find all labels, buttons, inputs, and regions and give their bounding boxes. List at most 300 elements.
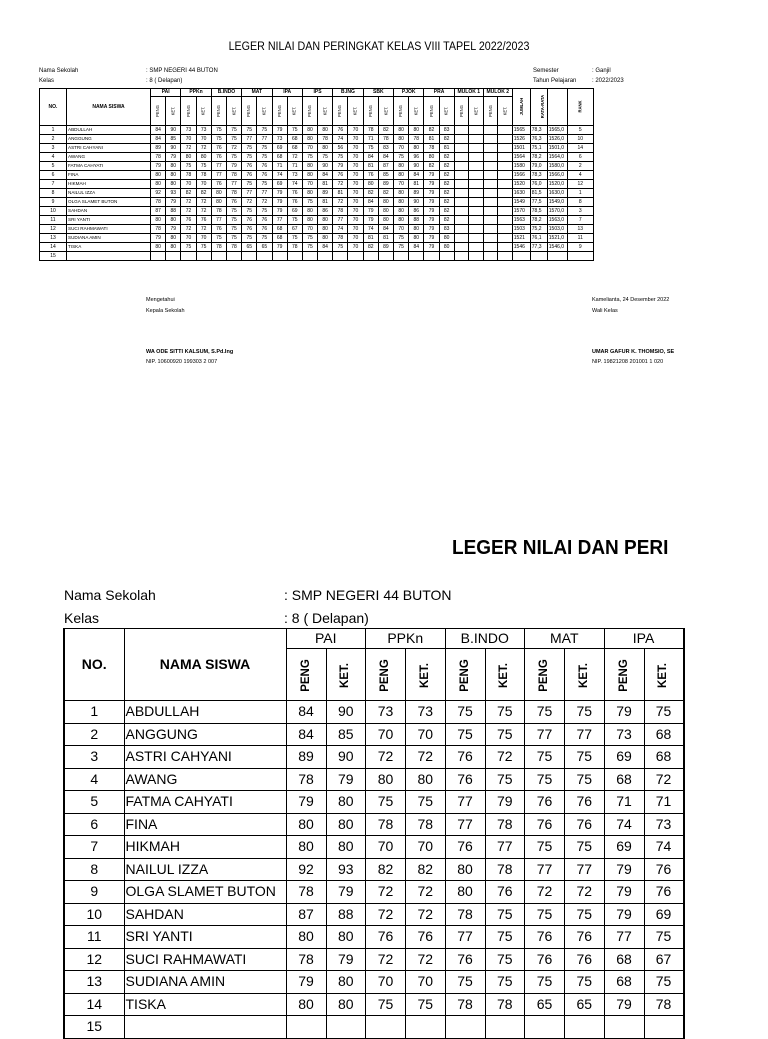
score-peng: 73	[181, 126, 196, 135]
sub-header-peng: PENG	[151, 97, 166, 126]
table-row	[64, 993, 684, 1016]
score-peng: 76	[211, 225, 226, 234]
score-peng: 68	[272, 225, 287, 234]
sub-header-ket: KET.	[469, 97, 484, 126]
score-peng: 78	[445, 903, 485, 926]
score-peng: 76	[333, 171, 348, 180]
score-peng: 76	[445, 746, 485, 769]
score-ket: 75	[644, 701, 684, 724]
score-ket: 72	[196, 225, 211, 234]
score-peng	[604, 1016, 644, 1039]
score-ket: 80	[378, 216, 393, 225]
score-ket: 71	[644, 791, 684, 814]
score-ket: 76	[565, 791, 605, 814]
total-score-decimal: 1520,0	[547, 180, 567, 189]
score-peng: 75	[525, 746, 565, 769]
score-ket	[498, 189, 513, 198]
score-ket: 76	[287, 189, 302, 198]
table-row	[40, 126, 594, 135]
student-name	[124, 1016, 286, 1039]
score-ket: 74	[287, 180, 302, 189]
score-peng: 75	[366, 791, 406, 814]
subject-header-mat: MAT	[242, 89, 272, 97]
sub-header-ket: KET.	[287, 97, 302, 126]
score-ket: 77	[257, 189, 272, 198]
score-ket	[498, 171, 513, 180]
score-ket: 74	[644, 836, 684, 859]
sub-header-peng: PENG	[363, 97, 378, 126]
class-label: Kelas	[39, 78, 55, 84]
score-peng: 70	[366, 723, 406, 746]
score-ket: 75	[318, 153, 333, 162]
score-ket: 72	[406, 881, 446, 904]
average-score: 78,2	[530, 216, 547, 225]
score-peng	[272, 252, 287, 261]
sub-header-peng: PENG	[424, 97, 439, 126]
score-ket: 88	[409, 216, 424, 225]
table-row	[40, 162, 594, 171]
subject-header-pra: PRA	[424, 89, 454, 97]
sub-header-peng: PENG	[483, 97, 498, 126]
homeroom-teacher-name: UMAR GAFUR K. THOMSIO, SE	[592, 349, 675, 355]
table-row	[64, 903, 684, 926]
rank: 4	[567, 171, 593, 180]
score-ket: 72	[406, 948, 446, 971]
sub-header-ket: KET.	[196, 97, 211, 126]
score-ket: 72	[644, 768, 684, 791]
principal-name: WA ODE SITTI KALSUM, S.Pd.Ing	[146, 349, 234, 355]
score-ket: 90	[409, 198, 424, 207]
score-peng	[424, 252, 439, 261]
student-name: SUCI RAHMAWATI	[67, 225, 151, 234]
sub-header-ket: KET.	[498, 97, 513, 126]
score-peng: 72	[181, 198, 196, 207]
score-peng: 78	[151, 198, 166, 207]
score-peng	[483, 135, 498, 144]
school-value: : SMP NEGERI 44 BUTON	[146, 68, 218, 74]
score-peng	[525, 1016, 565, 1039]
score-peng: 77	[525, 858, 565, 881]
score-ket	[498, 198, 513, 207]
score-peng	[181, 252, 196, 261]
subject-header-pjok: PJOK	[394, 89, 424, 97]
table-row	[40, 135, 594, 144]
score-ket: 80	[439, 234, 454, 243]
subject-header-mat: MAT	[525, 629, 605, 649]
score-peng: 80	[302, 216, 317, 225]
score-ket	[498, 144, 513, 153]
score-peng: 75	[242, 153, 257, 162]
score-peng: 75	[242, 234, 257, 243]
sub-header-peng: PENG	[366, 649, 406, 701]
score-peng: 72	[333, 198, 348, 207]
score-ket: 70	[348, 144, 363, 153]
score-peng: 75	[333, 153, 348, 162]
score-peng: 69	[272, 144, 287, 153]
score-peng	[483, 162, 498, 171]
total-score-decimal: 1521,0	[547, 234, 567, 243]
header-name: NAMA SISWA	[67, 89, 151, 126]
score-peng: 80	[286, 813, 326, 836]
score-ket: 82	[439, 153, 454, 162]
score-peng: 79	[151, 234, 166, 243]
student-name: SRI YANTI	[124, 926, 286, 949]
score-peng: 76	[242, 162, 257, 171]
semester-label: Semester	[533, 68, 559, 74]
score-peng: 75	[525, 836, 565, 859]
score-ket	[469, 243, 484, 252]
total-score-decimal	[547, 252, 567, 261]
score-ket: 75	[644, 926, 684, 949]
class-value-zoomed: : 8 ( Delapan)	[284, 610, 369, 626]
row-number: 9	[64, 881, 124, 904]
rank: 7	[567, 216, 593, 225]
score-ket	[644, 1016, 684, 1039]
score-ket: 89	[378, 180, 393, 189]
score-peng: 79	[424, 189, 439, 198]
score-ket: 78	[226, 243, 241, 252]
score-ket: 82	[439, 198, 454, 207]
score-peng: 84	[286, 701, 326, 724]
header-name: NAMA SISWA	[124, 629, 286, 701]
score-peng	[454, 198, 469, 207]
score-peng: 82	[181, 189, 196, 198]
header-jumlah: JUMLAH	[512, 89, 530, 126]
score-ket: 78	[226, 171, 241, 180]
score-ket	[498, 126, 513, 135]
score-ket: 68	[644, 723, 684, 746]
score-ket	[469, 198, 484, 207]
score-peng	[483, 207, 498, 216]
score-ket: 75	[565, 971, 605, 994]
score-ket: 70	[406, 723, 446, 746]
score-peng: 80	[394, 135, 409, 144]
score-peng: 75	[394, 153, 409, 162]
score-peng	[454, 144, 469, 153]
score-ket: 81	[318, 198, 333, 207]
score-peng	[286, 1016, 326, 1039]
score-peng: 74	[333, 225, 348, 234]
score-peng: 75	[366, 993, 406, 1016]
score-ket: 68	[644, 746, 684, 769]
score-ket: 72	[406, 903, 446, 926]
table-row	[40, 189, 594, 198]
score-peng: 80	[151, 171, 166, 180]
score-peng: 75	[525, 701, 565, 724]
table-row	[64, 858, 684, 881]
score-peng: 77	[242, 189, 257, 198]
score-ket: 82	[439, 162, 454, 171]
table-row	[64, 948, 684, 971]
score-peng	[333, 252, 348, 261]
score-ket: 70	[348, 243, 363, 252]
rank: 12	[567, 180, 593, 189]
score-peng: 74	[604, 813, 644, 836]
student-name: SAHDAN	[124, 903, 286, 926]
average-score: 78,3	[530, 126, 547, 135]
score-peng: 84	[151, 135, 166, 144]
score-peng	[483, 243, 498, 252]
score-ket: 78	[378, 135, 393, 144]
score-ket: 80	[318, 216, 333, 225]
score-ket: 82	[439, 180, 454, 189]
total-score-decimal: 1503,0	[547, 225, 567, 234]
row-number: 6	[64, 813, 124, 836]
student-name: OLGA SLAMET BUTON	[124, 881, 286, 904]
score-ket	[565, 1016, 605, 1039]
score-ket: 75	[565, 701, 605, 724]
score-peng: 68	[604, 971, 644, 994]
score-peng	[454, 207, 469, 216]
score-peng: 77	[242, 135, 257, 144]
student-name: AWANG	[124, 768, 286, 791]
score-peng: 78	[211, 243, 226, 252]
score-ket: 76	[257, 171, 272, 180]
score-ket: 72	[196, 144, 211, 153]
sub-header-peng: PENG	[394, 97, 409, 126]
score-peng	[483, 144, 498, 153]
sub-header-ket: KET.	[485, 649, 525, 701]
score-ket: 75	[226, 126, 241, 135]
score-ket: 76	[485, 881, 525, 904]
score-ket: 78	[406, 813, 446, 836]
average-score: 77,3	[530, 243, 547, 252]
score-peng	[445, 1016, 485, 1039]
score-ket: 67	[287, 225, 302, 234]
score-ket: 76	[644, 881, 684, 904]
score-ket: 76	[226, 198, 241, 207]
score-ket	[469, 225, 484, 234]
subject-header-ipa: IPA	[272, 89, 302, 97]
score-ket: 84	[318, 243, 333, 252]
total-score: 1503	[512, 225, 530, 234]
score-peng: 77	[445, 926, 485, 949]
score-ket: 80	[326, 993, 366, 1016]
footer-left-line1: Mengetahui	[146, 297, 175, 303]
subject-header-mulok-2: MULOK 2	[483, 89, 512, 97]
score-peng: 80	[286, 926, 326, 949]
table-row	[64, 971, 684, 994]
row-number: 12	[40, 225, 67, 234]
score-ket: 75	[287, 234, 302, 243]
score-peng: 75	[181, 243, 196, 252]
score-peng: 75	[302, 198, 317, 207]
footer-left-line2: Kepala Sekolah	[146, 308, 185, 314]
score-peng: 69	[272, 180, 287, 189]
score-peng	[454, 153, 469, 162]
rank: 9	[567, 243, 593, 252]
score-peng: 89	[151, 144, 166, 153]
total-score-decimal: 1526,0	[547, 135, 567, 144]
score-peng: 75	[394, 234, 409, 243]
class-label-zoomed: Kelas	[64, 610, 100, 626]
score-ket: 75	[287, 216, 302, 225]
score-peng: 77	[211, 171, 226, 180]
score-peng	[454, 216, 469, 225]
score-peng	[454, 225, 469, 234]
score-peng: 84	[363, 198, 378, 207]
row-number: 4	[64, 768, 124, 791]
table-row	[40, 216, 594, 225]
score-ket: 76	[406, 926, 446, 949]
header-rank: RANK	[567, 89, 593, 126]
score-ket: 80	[326, 791, 366, 814]
student-name: ABDULLAH	[67, 126, 151, 135]
score-ket	[469, 144, 484, 153]
score-peng	[363, 252, 378, 261]
score-peng: 70	[181, 180, 196, 189]
score-ket	[498, 135, 513, 144]
score-ket: 90	[166, 144, 181, 153]
score-peng: 71	[363, 135, 378, 144]
score-peng: 75	[242, 144, 257, 153]
score-ket: 76	[257, 162, 272, 171]
score-ket	[498, 243, 513, 252]
score-ket: 82	[406, 858, 446, 881]
row-number: 4	[40, 153, 67, 162]
row-number: 15	[40, 252, 67, 261]
total-score: 1521	[512, 234, 530, 243]
score-peng: 75	[445, 701, 485, 724]
score-ket	[287, 252, 302, 261]
score-ket: 80	[318, 234, 333, 243]
score-peng: 75	[333, 243, 348, 252]
score-peng: 79	[604, 903, 644, 926]
score-peng	[211, 252, 226, 261]
score-ket	[378, 252, 393, 261]
score-ket: 80	[409, 234, 424, 243]
score-ket: 70	[348, 153, 363, 162]
row-number: 3	[40, 144, 67, 153]
student-name: ASTRI CAHYANI	[67, 144, 151, 153]
sub-header-peng: PENG	[302, 97, 317, 126]
score-peng: 80	[363, 180, 378, 189]
score-peng	[454, 126, 469, 135]
average-score	[530, 252, 547, 261]
score-ket: 75	[485, 723, 525, 746]
score-ket: 73	[196, 126, 211, 135]
score-peng: 75	[525, 971, 565, 994]
score-ket: 80	[406, 768, 446, 791]
score-ket: 80	[166, 180, 181, 189]
score-ket: 79	[326, 948, 366, 971]
score-peng: 80	[445, 881, 485, 904]
score-ket: 76	[287, 198, 302, 207]
score-ket: 77	[257, 135, 272, 144]
student-name: AWANG	[67, 153, 151, 162]
score-ket: 81	[409, 180, 424, 189]
student-name: ANGGUNG	[67, 135, 151, 144]
score-peng: 79	[604, 701, 644, 724]
score-ket: 75	[226, 207, 241, 216]
score-ket: 73	[644, 813, 684, 836]
score-peng: 77	[272, 216, 287, 225]
score-peng: 82	[363, 243, 378, 252]
score-ket	[498, 252, 513, 261]
score-ket: 68	[287, 144, 302, 153]
score-ket: 70	[406, 971, 446, 994]
sub-header-ket: KET.	[439, 97, 454, 126]
score-peng	[366, 1016, 406, 1039]
student-name: FINA	[124, 813, 286, 836]
score-peng: 72	[242, 198, 257, 207]
total-score: 1630	[512, 189, 530, 198]
score-ket: 82	[439, 171, 454, 180]
score-peng: 80	[302, 135, 317, 144]
score-ket: 96	[409, 153, 424, 162]
subject-header-pai: PAI	[151, 89, 181, 97]
score-ket: 72	[565, 881, 605, 904]
total-score: 1501	[512, 144, 530, 153]
score-peng	[454, 162, 469, 171]
total-score-decimal: 1570,0	[547, 207, 567, 216]
score-peng: 77	[445, 791, 485, 814]
score-peng	[483, 216, 498, 225]
score-ket: 80	[166, 234, 181, 243]
score-peng: 78	[366, 813, 406, 836]
score-peng: 80	[211, 198, 226, 207]
score-ket: 79	[326, 768, 366, 791]
sub-header-ket: KET.	[318, 97, 333, 126]
score-peng: 80	[394, 198, 409, 207]
score-ket	[469, 180, 484, 189]
score-ket: 80	[378, 198, 393, 207]
score-ket: 70	[348, 216, 363, 225]
score-peng: 82	[363, 189, 378, 198]
score-ket: 75	[226, 153, 241, 162]
total-score-decimal: 1566,0	[547, 171, 567, 180]
footer-right-line1: Kamelianta, 24 Desember 2022	[592, 297, 670, 303]
table-row	[64, 723, 684, 746]
score-peng: 72	[525, 881, 565, 904]
score-peng: 75	[211, 135, 226, 144]
score-ket: 82	[378, 189, 393, 198]
score-peng: 70	[181, 234, 196, 243]
average-score: 76,3	[530, 135, 547, 144]
score-peng	[483, 252, 498, 261]
score-peng: 80	[302, 171, 317, 180]
average-score: 76,1	[530, 234, 547, 243]
score-peng: 79	[272, 189, 287, 198]
score-peng: 79	[272, 207, 287, 216]
score-peng: 80	[302, 162, 317, 171]
score-ket: 75	[565, 903, 605, 926]
score-peng: 76	[445, 948, 485, 971]
score-peng: 76	[363, 171, 378, 180]
average-score: 79,0	[530, 162, 547, 171]
score-peng: 78	[181, 171, 196, 180]
sub-header-peng: PENG	[286, 649, 326, 701]
score-peng: 80	[302, 189, 317, 198]
score-ket: 80	[166, 243, 181, 252]
score-ket	[469, 135, 484, 144]
score-ket	[196, 252, 211, 261]
score-ket: 80	[166, 162, 181, 171]
row-number: 14	[64, 993, 124, 1016]
score-peng: 68	[604, 768, 644, 791]
score-peng: 76	[445, 836, 485, 859]
score-peng: 70	[302, 225, 317, 234]
score-ket: 70	[348, 207, 363, 216]
homeroom-teacher-nip: NIP. 19821208 201001 1 020	[592, 359, 664, 365]
score-peng: 80	[394, 126, 409, 135]
score-ket: 76	[565, 813, 605, 836]
score-peng: 72	[366, 881, 406, 904]
row-number: 12	[64, 948, 124, 971]
score-peng: 75	[302, 234, 317, 243]
score-ket: 79	[166, 198, 181, 207]
score-peng: 79	[333, 162, 348, 171]
